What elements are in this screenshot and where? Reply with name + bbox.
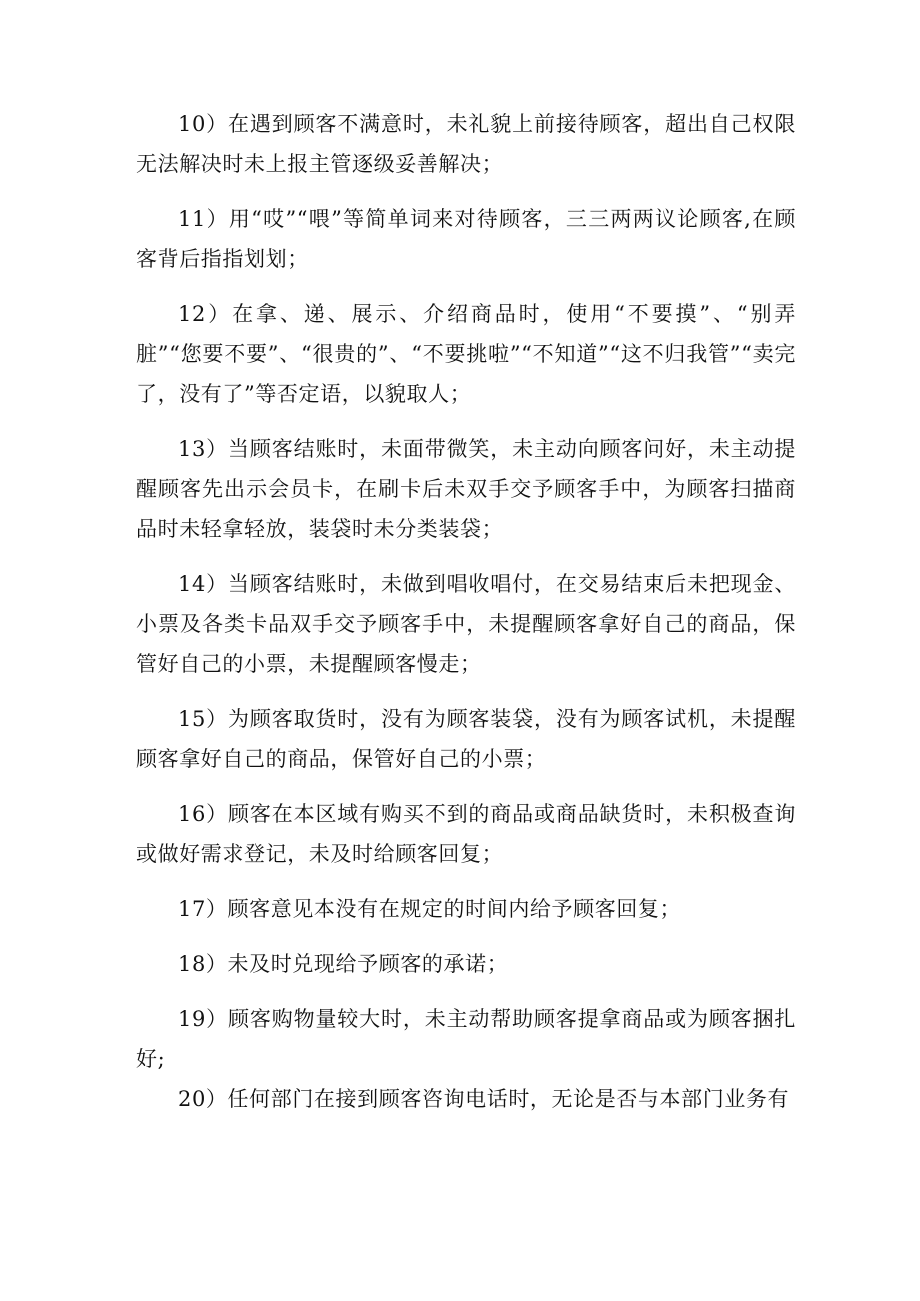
paragraph-item-12: 12）在拿、递、展示、介绍商品时，使用“不要摸”、“别弄脏”“您要不要”、“很贵的”、“不要挑啦”“不知道”“这不归我管”“卖完了，没有了”等否定语，以貌取人； — [136, 302, 796, 406]
paragraph-item-19: 19）顾客购物量较大时，未主动帮助顾客提拿商品或为顾客捆扎好; — [136, 1007, 796, 1071]
paragraph-item-14: 14）当顾客结账时，未做到唱收唱付，在交易结束后未把现金、小票及各类卡品双手交予顾客手中，未提醒顾客拿好自己的商品，保管好自己的小票，未提醒顾客慢走； — [136, 572, 796, 676]
paragraph-item-16: 16）顾客在本区域有购买不到的商品或商品缺货时，未积极查询或做好需求登记，未及时给顾客回复； — [136, 802, 796, 866]
paragraph-item-13: 13）当顾客结账时，未面带微笑，未主动向顾客问好，未主动提醒顾客先出示会员卡，在刷卡后未双手交予顾客手中，为顾客扫描商品时未轻拿轻放，装袋时未分类装袋； — [136, 437, 796, 541]
paragraph-item-10: 10）在遇到顾客不满意时，未礼貌上前接待顾客，超出自己权限无法解决时未上报主管逐级妥善解决； — [136, 112, 796, 176]
paragraph-item-20: 20）任何部门在接到顾客咨询电话时，无论是否与本部门业务有 — [178, 1087, 790, 1111]
paragraph-item-18: 18）未及时兑现给予顾客的承诺； — [178, 952, 509, 976]
paragraph-item-17: 17）顾客意见本没有在规定的时间内给予顾客回复； — [178, 897, 682, 921]
paragraph-item-11: 11）用“哎”“喂”等简单词来对待顾客，三三两两议论顾客,在顾客背后指指划划； — [136, 207, 796, 271]
document-body — [136, 104, 796, 1134]
paragraph-item-15: 15）为顾客取货时，没有为顾客装袋，没有为顾客试机，未提醒顾客拿好自己的商品，保管好自己的小票； — [136, 707, 796, 771]
